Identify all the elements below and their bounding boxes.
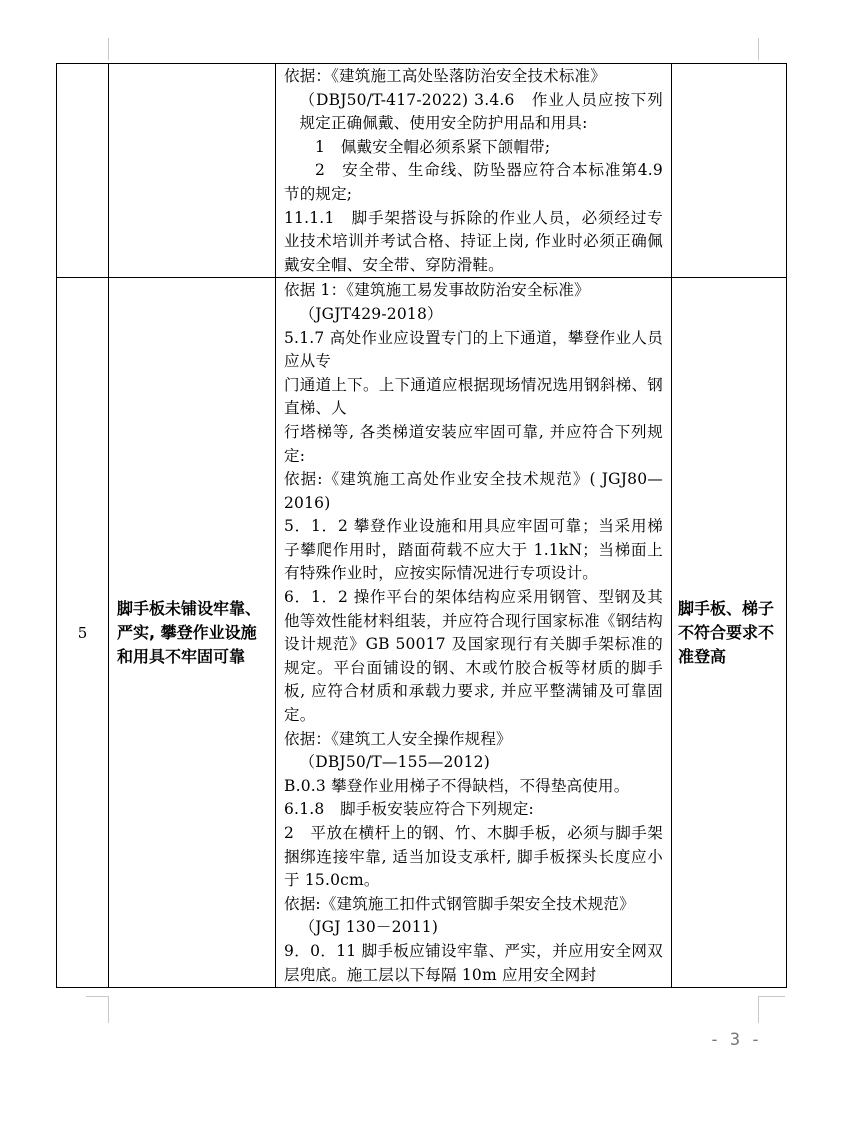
basis-paragraph: B.0.3 攀登作业用梯子不得缺档，不得垫高使用。 xyxy=(284,776,630,795)
basis-paragraph: 依据：《建筑施工高处坠落防治安全技术标准》 xyxy=(284,67,606,85)
hazard-cell: 脚手板未铺设牢靠、严实, 攀登作业设施和用具不牢固可靠 xyxy=(109,278,276,988)
row-number-cell: 5 xyxy=(57,278,109,988)
basis-paragraph: 依据:《建筑施工高处作业安全技术规范》( JGJ80—2016) xyxy=(284,470,663,512)
basis-paragraph: 1 佩戴安全帽必须系紧下颌帽带; xyxy=(315,137,551,156)
basis-paragraph: 6.1.8 脚手板安装应符合下列规定: xyxy=(284,800,534,819)
basis-paragraph: 5．1．2 攀登作业设施和用具应牢固可靠；当采用梯子攀爬作用时，踏面荷载不应大于 1.1kN；当梯面上有特殊作业时，应按实际情况进行专项设计。 xyxy=(284,517,663,583)
measure-cell xyxy=(672,64,787,278)
page-number: - 3 - xyxy=(709,1030,761,1050)
basis-paragraph: 2 平放在横杆上的钢、竹、木脚手板，必须与脚手架捆绑连接牢靠, 适当加设支承杆, 脚手板探头长度应小于 15.0cm。 xyxy=(284,824,663,890)
basis-paragraph: （DBJ50/T-417-2022) 3.4.6 作业人员应按下列规定正确佩戴、使用安全防护用品和用具: xyxy=(299,90,663,133)
basis-paragraph: 2 安全带、生命线、防坠器应符合本标准第4.9节的规定; xyxy=(284,161,663,203)
basis-paragraph: 行塔梯等, 各类梯道安装应牢固可靠, 并应符合下列规定: xyxy=(284,422,663,465)
safety-measures-table xyxy=(56,63,787,988)
basis-paragraph: 依据 1：《建筑施工易发事故防治安全标准》 xyxy=(284,281,590,300)
table-row-5 xyxy=(57,278,787,988)
basis-paragraph: 依据:《建筑施工扣件式钢管脚手架安全技术规范》 xyxy=(284,894,635,913)
basis-paragraph: （DBJ50/T—155—2012) xyxy=(299,753,490,772)
basis-paragraph: 5.1.7 高处作业应设置专门的上下通道，攀登作业人员应从专 xyxy=(284,328,663,371)
basis-paragraph: 依据：《建筑工人安全操作规程》 xyxy=(284,729,512,748)
basis-paragraph: 11.1.1 脚手架搭设与拆除的作业人员，必须经过专业技术培训并考试合格、持证上岗, 作业时必须正确佩戴安全帽、安全带、穿防滑鞋。 xyxy=(284,208,663,274)
measure-cell: 脚手板、梯子不符合要求不准登高 xyxy=(672,278,787,988)
basis-paragraph: 6．1．2 操作平台的架体结构应采用钢管、型钢及其他等效性能材料组装，并应符合现行国家标准《钢结构设计规范》GB 50017 及国家现行有关脚手架标准的规定。平台面铺设的钢、木或竹胶合板等材质的脚手板, 应符合材质和承载力要求, 并应平整满铺及可靠固定。 xyxy=(284,588,663,725)
hazard-cell xyxy=(109,64,276,278)
basis-cell xyxy=(276,64,672,278)
crop-mark-top-left xyxy=(108,38,109,60)
table-row-previous xyxy=(57,64,787,278)
row-number-cell xyxy=(57,64,109,278)
crop-mark-bottom-left xyxy=(86,996,109,1023)
basis-paragraph: 9．0．11 脚手板应铺设牢靠、严实，并应用安全网双层兜底。施工层以下每隔 10m 应用安全网封 xyxy=(284,941,663,984)
basis-paragraph: 门通道上下。上下通道应根据现场情况选用钢斜梯、钢直梯、人 xyxy=(284,375,663,418)
basis-cell xyxy=(276,278,672,988)
crop-mark-bottom-right xyxy=(758,996,785,1023)
basis-paragraph: （JGJT429-2018） xyxy=(299,304,443,323)
crop-mark-top-right xyxy=(758,38,759,60)
basis-paragraph: （JGJ 130－2011) xyxy=(299,918,439,937)
